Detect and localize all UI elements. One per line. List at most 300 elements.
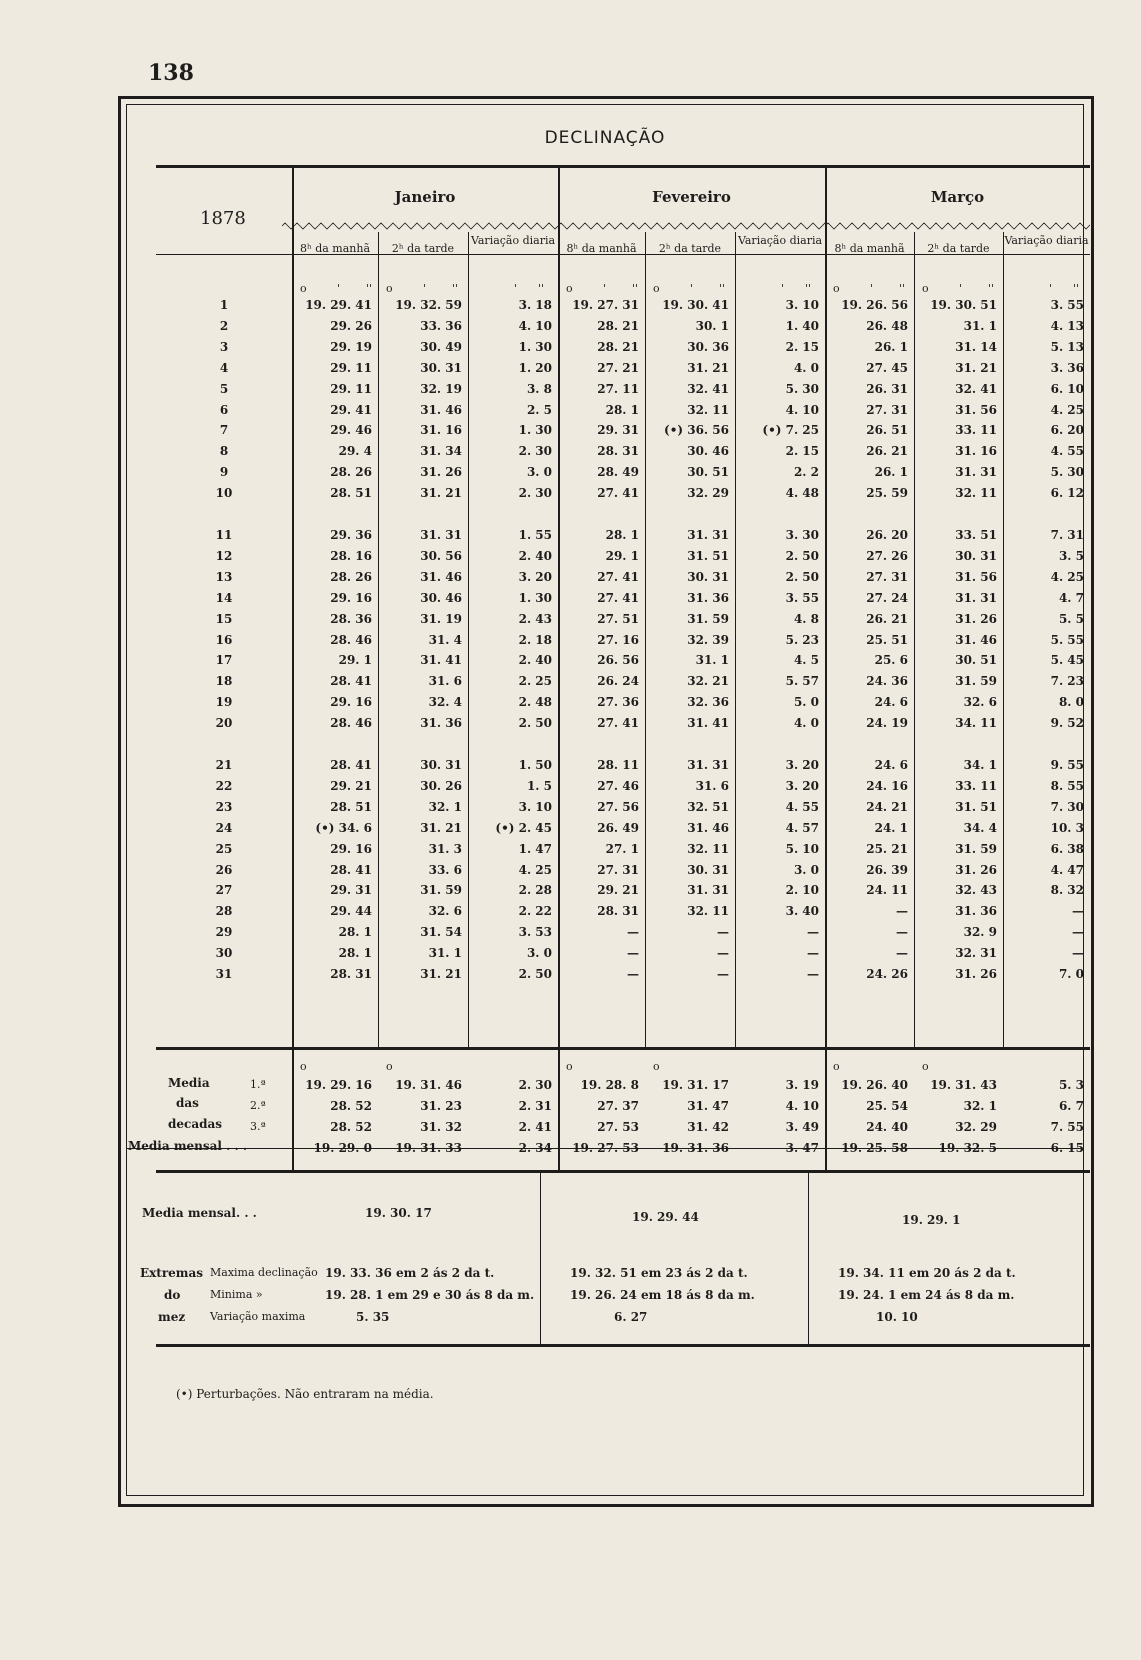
table-cell: 26. 20 (866, 528, 908, 542)
table-cell: 28. 26 (330, 465, 372, 480)
table-cell: 26. 21 (866, 611, 908, 626)
table-cell: 24. 21 (866, 799, 908, 814)
table-cell: 26. 49 (597, 820, 639, 835)
table-cell: 19. 29. 16 (305, 1078, 372, 1092)
table-cell: 8. 32 (1050, 883, 1084, 898)
table-cell: 5. 0 (793, 695, 819, 710)
table-cell: 26. 1 (874, 339, 908, 354)
table-cell: 31. 21 (420, 820, 462, 835)
table-cell: 31. 16 (420, 423, 462, 438)
table-cell: 32. 36 (687, 695, 729, 710)
table-cell: 6. 10 (1050, 381, 1084, 396)
table-cell: 28. 52 (330, 1099, 372, 1113)
table-cell: 31. 21 (955, 360, 997, 375)
table-cell: 31. 31 (420, 528, 462, 542)
table-cell: 2. 41 (518, 1120, 552, 1134)
table-cell: 26. 56 (597, 653, 639, 668)
table-cell: 32. 39 (687, 632, 729, 647)
table-cell: 6. 38 (1050, 841, 1084, 856)
table-cell: 6. 20 (1050, 423, 1084, 438)
horizontal-rule (156, 1344, 1090, 1347)
table-cell: 31. 51 (687, 548, 729, 563)
table-cell: — (807, 967, 819, 981)
table-cell: 28. 31 (597, 904, 639, 919)
table-cell: 27. 31 (597, 862, 639, 877)
decadas-label-mensal: Media mensal . . . (128, 1139, 248, 1153)
day-number: 9 (219, 465, 229, 480)
table-cell: 32. 29 (955, 1120, 997, 1134)
table-cell: 6. 7 (1058, 1099, 1084, 1113)
table-cell: 19. 31. 33 (395, 1141, 462, 1155)
table-cell: 3. 8 (526, 381, 552, 396)
horizontal-rule (156, 1047, 1090, 1050)
table-cell: 31. 36 (955, 904, 997, 919)
extremas-janeiro: 5. 35 (356, 1310, 390, 1324)
extremas-row-label: Minima » (210, 1288, 263, 1301)
table-cell: 27. 31 (866, 569, 908, 584)
decadas-label-media: Media (168, 1076, 210, 1090)
media-mensal-janeiro: 19. 30. 17 (365, 1206, 432, 1220)
day-number: 31 (215, 967, 233, 981)
unit-mark: ' (781, 282, 785, 295)
unit-mark: '' (805, 282, 812, 295)
table-cell: 31. 56 (955, 569, 997, 584)
table-cell: 32. 41 (955, 381, 997, 396)
table-cell: 33. 6 (428, 862, 462, 877)
unit-mark: o (300, 1060, 307, 1073)
table-cell: 3. 30 (785, 528, 819, 542)
table-cell: 2. 40 (518, 653, 552, 668)
table-cell: 2. 50 (518, 716, 552, 731)
column-header: Variação diaria (737, 234, 823, 247)
table-cell: 5. 57 (785, 674, 819, 689)
day-number: 16 (215, 632, 233, 647)
horizontal-rule (156, 1170, 1090, 1173)
table-cell: 34. 1 (963, 758, 997, 772)
vertical-rule (540, 1170, 541, 1344)
table-cell: 32. 11 (687, 402, 729, 417)
table-cell: 33. 11 (955, 423, 997, 438)
table-cell: 2. 5 (526, 402, 552, 417)
table-cell: 27. 41 (597, 486, 639, 501)
table-cell: 26. 1 (874, 465, 908, 480)
table-cell: 28. 1 (605, 528, 639, 542)
table-cell: 28. 16 (330, 548, 372, 563)
table-cell: 10. 3 (1050, 820, 1084, 835)
table-cell: 31. 16 (955, 444, 997, 459)
unit-mark: ' (690, 282, 694, 295)
table-cell: 28. 11 (597, 758, 639, 772)
table-cell: 34. 11 (955, 716, 997, 731)
table-cell: — (1072, 946, 1084, 961)
table-cell: 30. 31 (687, 569, 729, 584)
footnote: (•) Perturbações. Não entraram na média. (176, 1387, 434, 1401)
table-cell: 31. 26 (955, 967, 997, 981)
table-cell: 2. 18 (518, 632, 552, 647)
table-cell: 3. 10 (785, 298, 819, 312)
unit-mark: o (653, 282, 660, 295)
table-cell: 31. 31 (955, 465, 997, 480)
table-cell: 5. 30 (785, 381, 819, 396)
table-cell: 24. 6 (874, 758, 908, 772)
table-cell: — (627, 967, 639, 981)
table-cell: 8. 0 (1058, 695, 1084, 710)
table-cell: 31. 59 (687, 611, 729, 626)
table-cell: — (807, 946, 819, 961)
table-cell: 24. 19 (866, 716, 908, 731)
table-cell: 31. 42 (687, 1120, 729, 1134)
table-title: DECLINAÇÃO (544, 128, 666, 148)
table-cell: 32. 29 (687, 486, 729, 501)
table-cell: 1. 20 (518, 360, 552, 375)
table-cell: 31. 46 (420, 569, 462, 584)
day-number: 7 (219, 423, 229, 438)
table-cell: 31. 36 (420, 716, 462, 731)
unit-mark: '' (719, 282, 726, 295)
table-cell: 19. 31. 43 (930, 1078, 997, 1092)
table-cell: 19. 29. 41 (305, 298, 372, 312)
table-cell: 29. 21 (597, 883, 639, 898)
table-cell: 7. 30 (1050, 799, 1084, 814)
table-cell: 24. 16 (866, 778, 908, 793)
day-number: 30 (215, 946, 233, 961)
table-cell: 28. 49 (597, 465, 639, 480)
table-cell: 29. 31 (597, 423, 639, 438)
page-number: 138 (148, 60, 194, 86)
table-cell: — (717, 946, 729, 961)
day-number: 12 (215, 548, 233, 563)
table-cell: 26. 39 (866, 862, 908, 877)
table-cell: 25. 51 (866, 632, 908, 647)
table-cell: 2. 50 (518, 967, 552, 981)
table-cell: 31. 4 (428, 632, 462, 647)
vertical-rule (558, 165, 560, 1170)
table-cell: 32. 21 (687, 674, 729, 689)
day-number: 15 (215, 611, 233, 626)
decadas-label-decadas: decadas (168, 1117, 223, 1131)
table-cell: 31. 46 (687, 820, 729, 835)
vertical-rule (735, 232, 736, 1047)
table-cell: 33. 11 (955, 778, 997, 793)
day-number: 26 (215, 862, 233, 877)
table-cell: 31. 46 (955, 632, 997, 647)
table-cell: 2. 2 (793, 465, 819, 480)
table-cell: 2. 28 (518, 883, 552, 898)
day-number: 13 (215, 569, 233, 584)
table-cell: 31. 1 (695, 653, 729, 668)
day-number: 5 (219, 381, 229, 396)
extremas-fevereiro: 19. 26. 24 em 18 ás 8 da m. (570, 1288, 755, 1302)
table-cell: (•) 2. 45 (495, 820, 552, 835)
table-cell: 19. 27. 31 (572, 298, 639, 312)
media-mensal-marco: 19. 29. 1 (902, 1213, 961, 1227)
table-cell: 25. 21 (866, 841, 908, 856)
unit-mark: o (386, 1060, 393, 1073)
day-number: 17 (215, 653, 233, 668)
table-cell: 33. 36 (420, 318, 462, 333)
day-number: 28 (215, 904, 233, 919)
vertical-rule (468, 232, 469, 1047)
day-number: 23 (215, 799, 233, 814)
table-cell: 31. 47 (687, 1099, 729, 1113)
table-cell: 32. 43 (955, 883, 997, 898)
table-cell: 32. 31 (955, 946, 997, 961)
table-cell: 5. 13 (1050, 339, 1084, 354)
table-cell: 26. 31 (866, 381, 908, 396)
table-cell: 31. 54 (420, 925, 462, 940)
table-cell: 24. 1 (874, 820, 908, 835)
table-cell: 30. 36 (687, 339, 729, 354)
table-cell: 4. 8 (793, 611, 819, 626)
table-cell: 28. 41 (330, 862, 372, 877)
table-cell: 1. 30 (518, 339, 552, 354)
table-cell: 28. 36 (330, 611, 372, 626)
table-cell: 24. 11 (866, 883, 908, 898)
vertical-rule (825, 165, 827, 1170)
table-cell: 28. 26 (330, 569, 372, 584)
table-cell: 26. 51 (866, 423, 908, 438)
day-number: 4 (219, 360, 229, 375)
day-number: 22 (215, 778, 233, 793)
table-cell: 30. 46 (687, 444, 729, 459)
table-cell: 31. 23 (420, 1099, 462, 1113)
table-cell: 5. 5 (1058, 611, 1084, 626)
table-cell: 28. 21 (597, 318, 639, 333)
table-cell: 28. 31 (330, 967, 372, 981)
table-cell: 31. 46 (420, 402, 462, 417)
table-cell: (•) 34. 6 (315, 820, 372, 835)
table-cell: 4. 0 (793, 360, 819, 375)
table-cell: — (627, 925, 639, 940)
extremas-marco: 19. 34. 11 em 20 ás 2 da t. (838, 1266, 1016, 1280)
unit-mark: '' (452, 282, 459, 295)
table-cell: 1. 47 (518, 841, 552, 856)
table-cell: 27. 56 (597, 799, 639, 814)
table-cell: 4. 5 (793, 653, 819, 668)
table-cell: 2. 30 (518, 1078, 552, 1092)
table-cell: 26. 24 (597, 674, 639, 689)
table-cell: 1. 30 (518, 590, 552, 605)
table-cell: 27. 36 (597, 695, 639, 710)
table-cell: 29. 16 (330, 590, 372, 605)
extremas-label-do: do (164, 1288, 181, 1302)
table-cell: 29. 11 (330, 360, 372, 375)
table-cell: 4. 55 (785, 799, 819, 814)
table-cell: — (717, 967, 729, 981)
table-cell: 19. 25. 58 (841, 1141, 908, 1155)
table-cell: 31. 21 (687, 360, 729, 375)
unit-mark: ' (959, 282, 963, 295)
table-cell: 2. 22 (518, 904, 552, 919)
media-mensal-fevereiro: 19. 29. 44 (632, 1210, 699, 1224)
horizontal-rule (156, 165, 1090, 168)
table-cell: 31. 36 (687, 590, 729, 605)
table-cell: 28. 1 (605, 402, 639, 417)
table-cell: 27. 46 (597, 778, 639, 793)
column-header: Variação diaria (1004, 234, 1089, 247)
table-cell: 32. 19 (420, 381, 462, 396)
table-cell: 5. 3 (1058, 1078, 1084, 1092)
table-cell: 30. 31 (687, 862, 729, 877)
table-cell: 24. 36 (866, 674, 908, 689)
column-header: 2ʰ da tarde (927, 242, 990, 255)
table-cell: 32. 11 (955, 486, 997, 501)
table-cell: 26. 21 (866, 444, 908, 459)
vertical-rule (808, 1170, 809, 1344)
extremas-row-label: Maxima declinação (210, 1266, 318, 1279)
table-cell: 31. 41 (420, 653, 462, 668)
table-cell: 29. 26 (330, 318, 372, 333)
unit-mark: o (386, 282, 393, 295)
table-cell: 32. 9 (963, 925, 997, 940)
table-cell: 31. 26 (955, 611, 997, 626)
table-cell: (•) 7. 25 (762, 423, 819, 438)
table-cell: 32. 51 (687, 799, 729, 814)
table-cell: 3. 36 (1050, 360, 1084, 375)
unit-mark: ' (870, 282, 874, 295)
table-cell: 28. 46 (330, 632, 372, 647)
table-cell: 31. 34 (420, 444, 462, 459)
unit-mark: o (833, 1060, 840, 1073)
table-cell: 2. 50 (785, 569, 819, 584)
table-cell: 2. 15 (785, 444, 819, 459)
table-cell: 3. 19 (785, 1078, 819, 1092)
day-number: 24 (215, 820, 233, 835)
table-cell: 30. 56 (420, 548, 462, 563)
table-cell: 24. 26 (866, 967, 908, 981)
table-cell: 2. 25 (518, 674, 552, 689)
table-cell: 7. 31 (1050, 528, 1084, 542)
table-cell: 2. 48 (518, 695, 552, 710)
table-cell: 31. 32 (420, 1120, 462, 1134)
table-cell: 4. 25 (518, 862, 552, 877)
vertical-rule (292, 165, 294, 1170)
table-cell: 5. 30 (1050, 465, 1084, 480)
table-cell: 26. 48 (866, 318, 908, 333)
table-cell: 31. 31 (687, 758, 729, 772)
table-cell: 25. 6 (874, 653, 908, 668)
table-cell: 25. 59 (866, 486, 908, 501)
table-cell: 4. 10 (785, 1099, 819, 1113)
table-cell: 2. 15 (785, 339, 819, 354)
table-cell: 30. 31 (420, 360, 462, 375)
media-mensal-label: Media mensal. . . (142, 1206, 257, 1220)
table-cell: 31. 26 (955, 862, 997, 877)
extremas-fevereiro: 19. 32. 51 em 23 ás 2 da t. (570, 1266, 748, 1280)
day-number: 29 (215, 925, 233, 940)
table-cell: 4. 10 (785, 402, 819, 417)
decada-ordinal: 3.ª (250, 1120, 266, 1133)
table-cell: 1. 5 (526, 778, 552, 793)
table-cell: 31. 59 (955, 841, 997, 856)
table-cell: — (1072, 925, 1084, 940)
table-cell: 4. 55 (1050, 444, 1084, 459)
table-cell: 29. 1 (338, 653, 372, 668)
table-cell: 29. 11 (330, 381, 372, 396)
table-cell: 3. 5 (1058, 548, 1084, 563)
unit-mark: '' (1073, 282, 1080, 295)
table-cell: 27. 26 (866, 548, 908, 563)
table-cell: 28. 51 (330, 486, 372, 501)
table-cell: 3. 0 (526, 465, 552, 480)
table-cell: 3. 20 (518, 569, 552, 584)
wavy-divider (558, 222, 825, 230)
table-cell: 19. 31. 46 (395, 1078, 462, 1092)
table-cell: 27. 41 (597, 569, 639, 584)
table-cell: 27. 53 (597, 1120, 639, 1134)
unit-mark: '' (366, 282, 373, 295)
table-cell: — (717, 925, 729, 940)
table-cell: 5. 45 (1050, 653, 1084, 668)
table-cell: 31. 41 (687, 716, 729, 731)
unit-mark: o (300, 282, 307, 295)
table-cell: 29. 31 (330, 883, 372, 898)
table-cell: 19. 31. 17 (662, 1078, 729, 1092)
column-header: Variação diaria (470, 234, 556, 247)
table-cell: 3. 40 (785, 904, 819, 919)
table-cell: 25. 54 (866, 1099, 908, 1113)
extremas-marco: 19. 24. 1 em 24 ás 8 da m. (838, 1288, 1015, 1302)
table-cell: 27. 45 (866, 360, 908, 375)
table-cell: 29. 41 (330, 402, 372, 417)
table-cell: 4. 0 (793, 716, 819, 731)
month-header-janeiro: Janeiro (394, 188, 456, 206)
day-number: 3 (219, 339, 229, 354)
day-number: 14 (215, 590, 233, 605)
table-cell: 2. 40 (518, 548, 552, 563)
vertical-rule (378, 232, 379, 1047)
table-cell: 28. 31 (597, 444, 639, 459)
table-cell: 31. 1 (428, 946, 462, 961)
table-cell: 32. 11 (687, 904, 729, 919)
table-cell: (•) 36. 56 (664, 423, 729, 438)
unit-mark: o (566, 1060, 573, 1073)
table-cell: 3. 49 (785, 1120, 819, 1134)
extremas-label: Extremas (140, 1266, 204, 1280)
table-cell: 2. 43 (518, 611, 552, 626)
table-cell: 30. 49 (420, 339, 462, 354)
table-cell: 1. 55 (518, 528, 552, 542)
table-cell: 2. 10 (785, 883, 819, 898)
unit-mark: '' (538, 282, 545, 295)
table-cell: 4. 10 (518, 318, 552, 333)
table-cell: 30. 26 (420, 778, 462, 793)
table-cell: 28. 52 (330, 1120, 372, 1134)
table-cell: 27. 1 (605, 841, 639, 856)
table-cell: 31. 1 (963, 318, 997, 333)
column-header: 8ʰ da manhã (566, 242, 637, 255)
decada-ordinal: 1.ª (250, 1078, 266, 1091)
table-cell: 2. 50 (785, 548, 819, 563)
table-cell: 24. 40 (866, 1120, 908, 1134)
table-cell: 19. 26. 56 (841, 298, 908, 312)
table-cell: 19. 30. 41 (662, 298, 729, 312)
column-header: 2ʰ da tarde (658, 242, 722, 255)
table-cell: 19. 29. 0 (313, 1141, 372, 1155)
table-cell: 31. 6 (428, 674, 462, 689)
table-cell: 19. 32. 5 (938, 1141, 997, 1155)
day-number: 6 (219, 402, 229, 417)
table-cell: 27. 51 (597, 611, 639, 626)
day-number: 18 (215, 674, 233, 689)
table-cell: 1. 50 (518, 758, 552, 772)
column-header: 8ʰ da manhã (299, 242, 371, 255)
table-cell: 3. 0 (526, 946, 552, 961)
table-cell: — (896, 946, 908, 961)
wavy-divider (825, 222, 1090, 230)
table-cell: 30. 1 (695, 318, 729, 333)
table-cell: 4. 13 (1050, 318, 1084, 333)
